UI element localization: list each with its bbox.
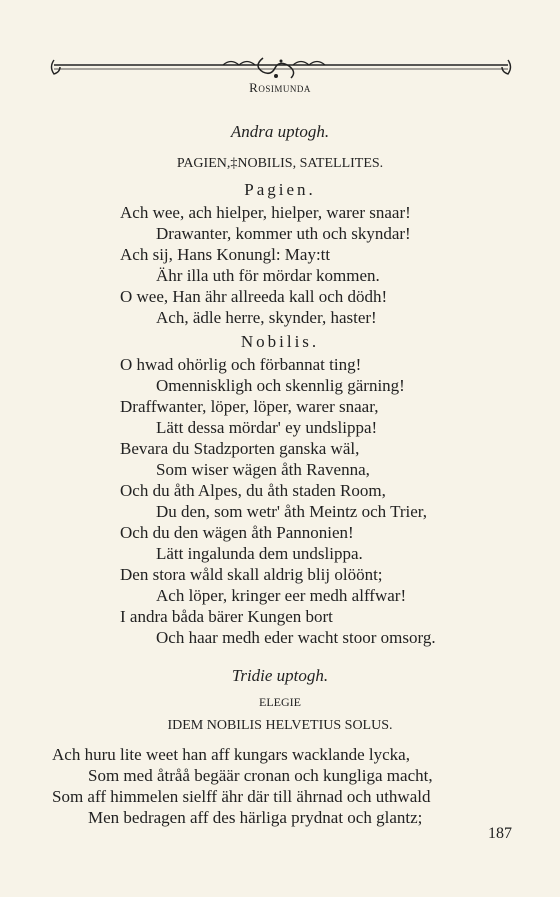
verse-line: Bevara du Stadzporten ganska wäl, — [120, 439, 360, 458]
section-title-tridie: Tridie uptogh. — [231, 666, 329, 685]
verse-line: Den stora wåld skall aldrig blij olöönt; — [120, 565, 383, 584]
section-subtitle: ELEGIE — [259, 695, 301, 709]
section-title-andra: Andra uptogh. — [230, 122, 330, 141]
verse-line: Draffwanter, löper, löper, warer snaar, — [120, 397, 379, 416]
verse-line: I andra båda bärer Kungen bort — [120, 607, 333, 626]
verse-line: Du den, som wetr' åth Meintz och Trier, — [156, 502, 428, 521]
verse-line: Som wiser wägen åth Ravenna, — [156, 460, 370, 479]
verse-line: Omenniskligh och skennlig gärning! — [156, 376, 405, 395]
page-number: 187 — [488, 825, 512, 842]
verse-line: Drawanter, kommer uth och skyndar! — [156, 224, 411, 243]
verse-line: O wee, Han ähr allreeda kall och dödh! — [120, 287, 388, 306]
verse-line: Som med åtråå begäär cronan och kungliga macht, — [88, 766, 433, 785]
verse-line: Men bedragen aff des härliga prydnat och glantz; — [88, 808, 423, 827]
verse-line: Ähr illa uth för mördar kommen. — [156, 266, 380, 285]
verse-line: Ach huru lite weet han aff kungars wacklande lycka, — [52, 745, 410, 764]
verse-line: Som aff himmelen sielff ähr där till ährnad och uthwald — [52, 787, 431, 806]
characters-list: IDEM NOBILIS HELVETIUS SOLUS. — [167, 718, 393, 733]
running-head: Rosimunda — [249, 80, 311, 95]
verse-line: O hwad ohörlig och förbannat ting! — [120, 355, 362, 374]
verse-line: Ach löper, kringer eer medh alffwar! — [156, 586, 407, 605]
verse-line: Lätt ingalunda dem undslippa. — [156, 544, 363, 563]
header-ornament — [48, 56, 514, 82]
characters-list: PAGIEN,‡NOBILIS, SATELLITES. — [176, 156, 384, 171]
verse-line: Och haar medh eder wacht stoor omsorg. — [156, 628, 436, 647]
speaker-nobilis: Nobilis. — [240, 332, 320, 351]
verse-line: Ach wee, ach hielper, hielper, warer snaar! — [120, 203, 411, 222]
verse-line: Lätt dessa mördar' ey undslippa! — [156, 418, 378, 437]
verse-line: Och du den wägen åth Pannonien! — [120, 523, 354, 542]
verse-line: Ach, ädle herre, skynder, haster! — [156, 308, 377, 327]
verse-line: Och du åth Alpes, du åth staden Room, — [120, 481, 386, 500]
speaker-pagien: Pagien. — [244, 180, 316, 199]
verse-line: Ach sij, Hans Konungl: May:tt — [120, 245, 331, 264]
